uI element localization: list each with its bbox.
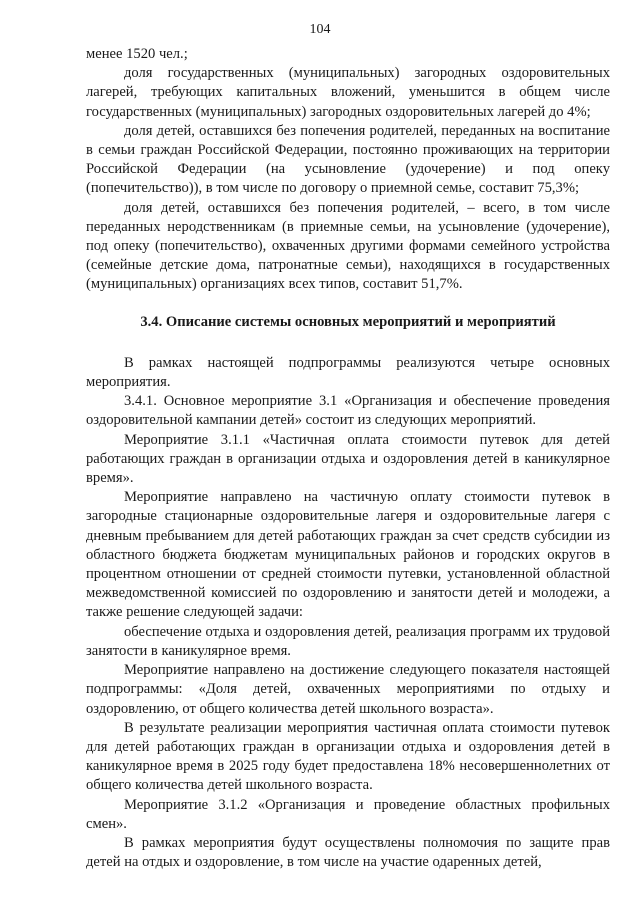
paragraph: обеспечение отдыха и оздоровления детей, реализация программ их трудовой занятости в каникулярное время. xyxy=(86,623,610,659)
paragraph: менее 1520 чел.; xyxy=(86,46,188,62)
paragraph: В результате реализации мероприятия частичная оплата стоимости путевок для детей работающих граждан в организации отдыха и оздоровления детей в каникулярное время в 2025 году будет предоставлена 18% несовершеннолетних от общего количества детей школьного возраста. xyxy=(86,719,610,794)
paragraph: Мероприятие 3.1.1 «Частичная оплата стоимости путевок для детей работающих граждан в организации отдыха и оздоровления детей в каникулярное время». xyxy=(86,431,610,487)
paragraph: В рамках мероприятия будут осуществлены полномочия по защите прав детей на отдых и оздоровление, в том числе на участие одаренных детей, xyxy=(86,834,610,871)
paragraph: Мероприятие 3.1.2 «Организация и проведение областных профильных смен». xyxy=(86,796,610,832)
section-heading: 3.4. Описание системы основных мероприятий и мероприятий xyxy=(140,313,556,330)
page-number: 104 xyxy=(309,22,331,37)
page-body xyxy=(86,45,610,872)
paragraph: 3.4.1. Основное мероприятие 3.1 «Организация и обеспечение проведения оздоровительной кампании детей» состоит из следующих мероприятий. xyxy=(86,393,610,429)
paragraph: Мероприятие направлено на частичную оплату стоимости путевок в загородные стационарные оздоровительные лагеря и оздоровительные лагеря с дневным пребыванием для детей работающих граждан за счет средств субсидии из областного бюджета бюджетам муниципальных районов и городских округов в процентном отношении от средней стоимости путевки, установленной областной межведомственной комиссией по оздоровлению и занятости детей и молодежи, а также решение следующей задачи: xyxy=(86,489,610,621)
paragraph: В рамках настоящей подпрограммы реализуются четыре основных мероприятия. xyxy=(86,354,610,391)
paragraph: доля государственных (муниципальных) загородных оздоровительных лагерей, требующих капитальных вложений, уменьшится в общем числе государственных (муниципальных) загородных оздоровительных лагерей до 4%; xyxy=(86,65,610,120)
paragraph: доля детей, оставшихся без попечения родителей, – всего, в том числе переданных неродственникам (в приемные семьи, на усыновление (удочерение), под опеку (попечительство), охваченных другими формами семейного устройства (семейные детские дома, патронатные семьи), находящихся в государственных (муниципальных) организациях всех типов, составит 51,7%. xyxy=(86,199,610,293)
paragraph: доля детей, оставшихся без попечения родителей, переданных на воспитание в семьи граждан Российской Федерации, постоянно проживающих на территории Российской Федерации (на усыновление (удочерение) и под опеку (попечительство)), в том числе по договору о приемной семье, составит 75,3%; xyxy=(86,122,610,197)
paragraph: Мероприятие направлено на достижение следующего показателя настоящей подпрограммы: «Доля детей, охваченных мероприятиями по отдыху и оздоровлению, от общего количества детей школьного возраста». xyxy=(86,662,610,717)
